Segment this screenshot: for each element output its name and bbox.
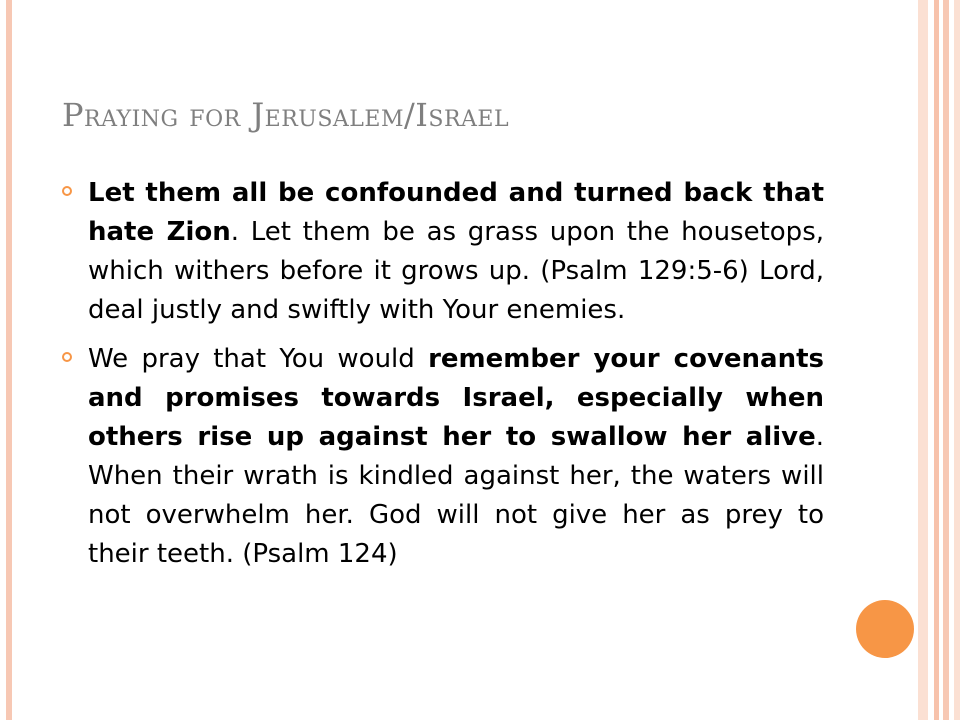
bullet-text-segment: . When their wrath is kindled against her, the waters will not overwhelm her. God will not give her as prey to their teeth. (Psalm 124) — [88, 422, 824, 569]
bullet-text — [88, 174, 824, 330]
bullet-text — [88, 340, 824, 574]
bullet-text-segment: . Let them be as grass upon the housetops, which withers before it grows up. (Psalm 129:5-6) Lord, deal justly and swiftly with Your enemies. — [88, 217, 825, 325]
bullet-list — [62, 174, 824, 584]
right-decor-stripe — [918, 0, 928, 720]
right-decor-stripe — [954, 0, 960, 720]
bullet-item — [62, 340, 824, 574]
slide-title: Praying for Jerusalem/Israel — [62, 96, 510, 134]
bullet-item — [62, 174, 824, 330]
bullet-bold-segment: remember your covenants and promises towards Israel, especially when others rise up against her to swallow her alive — [88, 344, 824, 452]
bullet-circle-icon — [62, 352, 72, 362]
bullet-bold-segment: Let them all be confounded and turned back that hate Zion — [88, 178, 824, 247]
decorative-circle-icon — [856, 600, 914, 658]
bullet-text-segment: We pray that You would — [88, 344, 429, 374]
bullet-circle-icon — [62, 186, 72, 196]
